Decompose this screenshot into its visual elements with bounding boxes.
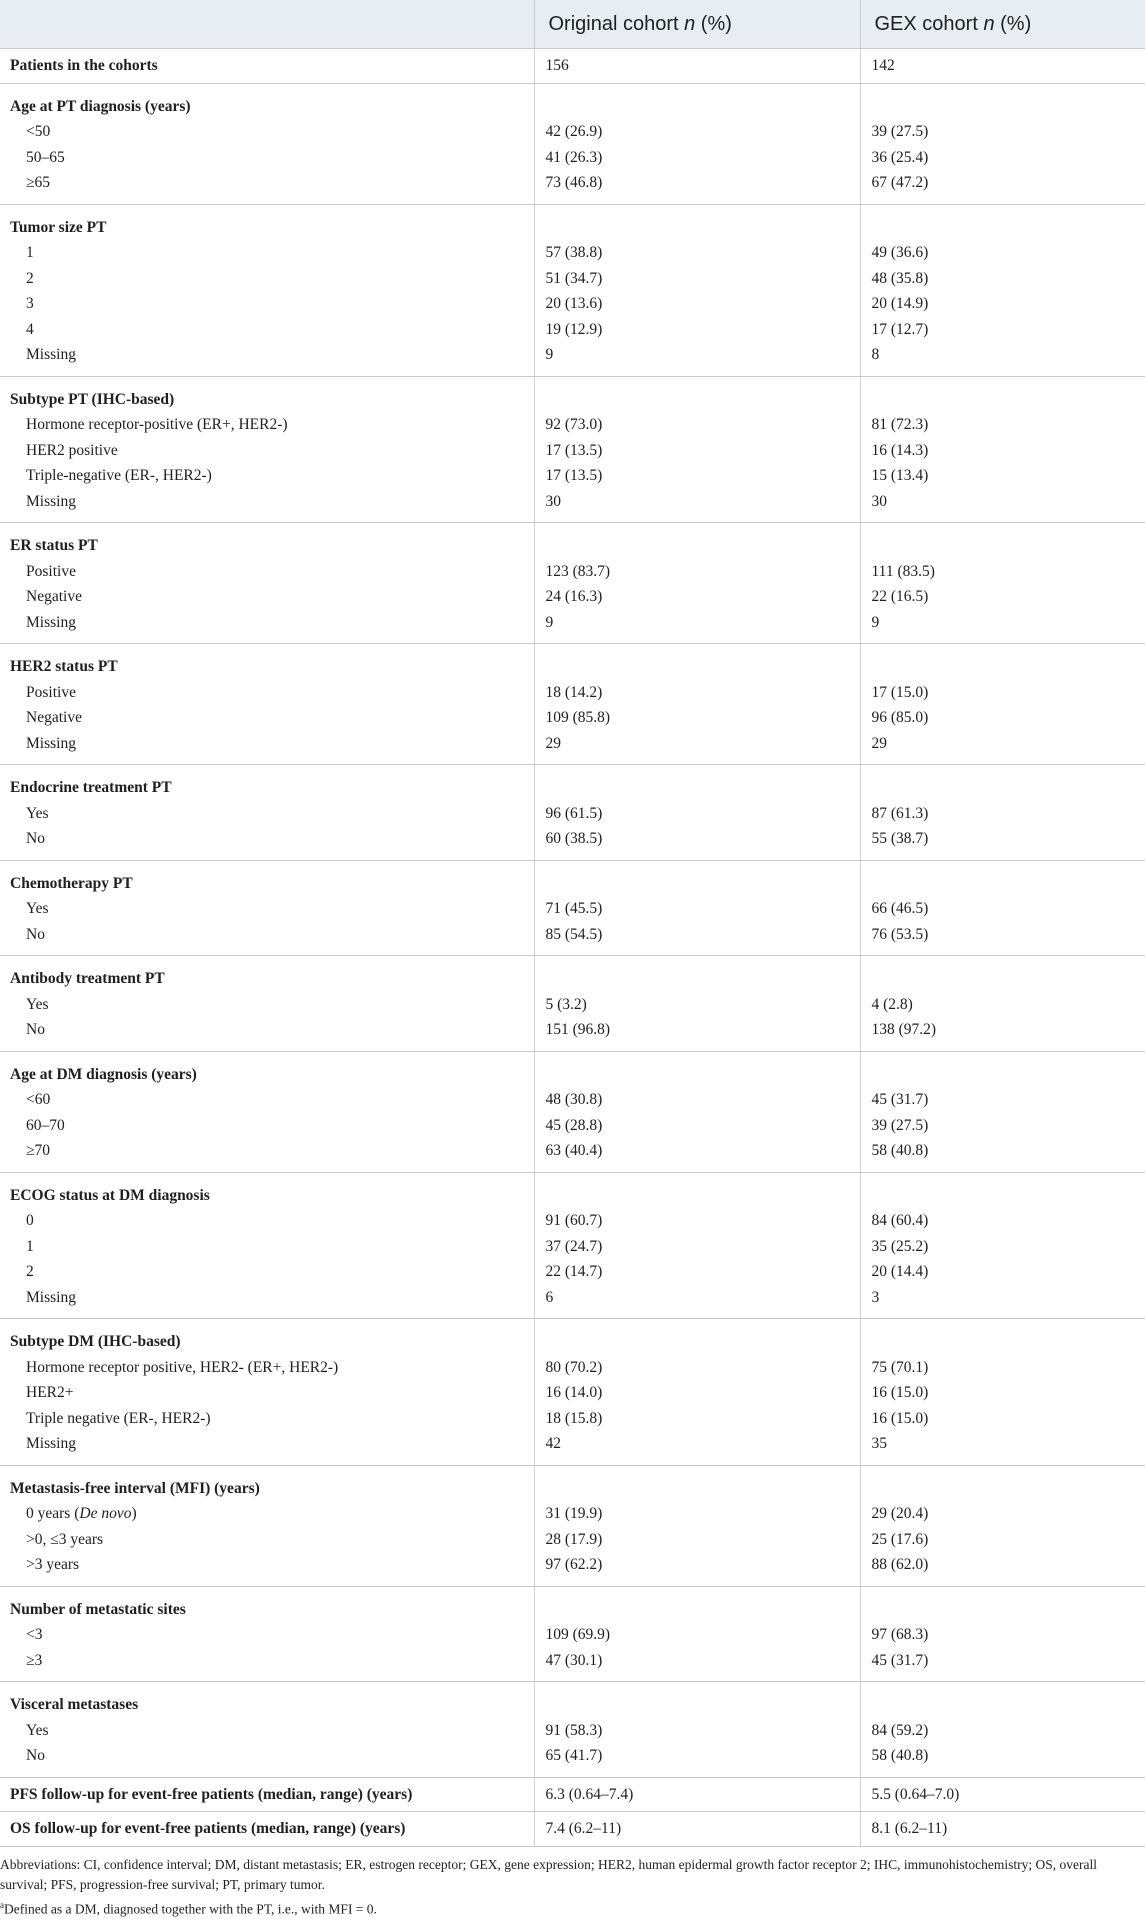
original-value: 57 (38.8)	[535, 240, 860, 266]
spacer	[535, 94, 860, 120]
gex-value: 66 (46.5)	[861, 896, 1145, 922]
gex-value: 16 (14.3)	[861, 438, 1145, 464]
row-label: 50–65	[0, 145, 534, 171]
table-row	[0, 376, 1145, 523]
gex-cohort-cell	[860, 765, 1145, 861]
gex-cohort-cell	[860, 204, 1145, 376]
original-value: 91 (58.3)	[535, 1718, 860, 1744]
row-label: 2	[0, 1259, 534, 1285]
table-row	[0, 860, 1145, 956]
group-heading: Age at DM diagnosis (years)	[0, 1062, 534, 1088]
group-heading: Patients in the cohorts	[0, 53, 534, 79]
original-value: 47 (30.1)	[535, 1648, 860, 1674]
gex-cohort-cell	[860, 49, 1145, 84]
gex-value: 96 (85.0)	[861, 705, 1145, 731]
original-value: 30	[535, 489, 860, 515]
spacer	[861, 215, 1145, 241]
row-label: HER2 positive	[0, 438, 534, 464]
original-value: 65 (41.7)	[535, 1743, 860, 1769]
spacer	[861, 871, 1145, 897]
original-value: 45 (28.8)	[535, 1113, 860, 1139]
row-label: No	[0, 1017, 534, 1043]
header-original-cohort: Original cohort n (%)	[534, 0, 860, 49]
original-value: 85 (54.5)	[535, 922, 860, 948]
gex-value: 5.5 (0.64–7.0)	[861, 1782, 1145, 1808]
original-value: 9	[535, 342, 860, 368]
spacer	[535, 1692, 860, 1718]
gex-value: 36 (25.4)	[861, 145, 1145, 171]
gex-value: 142	[861, 53, 1145, 79]
row-label-cell	[0, 1319, 534, 1466]
gex-value: 97 (68.3)	[861, 1622, 1145, 1648]
original-cohort-cell	[534, 1319, 860, 1466]
original-value: 41 (26.3)	[535, 145, 860, 171]
group-heading: HER2 status PT	[0, 654, 534, 680]
gex-cohort-cell	[860, 1586, 1145, 1682]
original-value: 7.4 (6.2–11)	[535, 1816, 860, 1842]
row-label: Yes	[0, 801, 534, 827]
row-label: Positive	[0, 559, 534, 585]
gex-value: 76 (53.5)	[861, 922, 1145, 948]
original-value: 18 (15.8)	[535, 1406, 860, 1432]
original-value: 6.3 (0.64–7.4)	[535, 1782, 860, 1808]
row-label: ≥3	[0, 1648, 534, 1674]
row-label-cell	[0, 1465, 534, 1586]
original-value: 17 (13.5)	[535, 463, 860, 489]
row-label: ≥65	[0, 170, 534, 196]
table-row	[0, 83, 1145, 204]
row-label-cell	[0, 83, 534, 204]
original-value: 20 (13.6)	[535, 291, 860, 317]
spacer	[861, 94, 1145, 120]
gex-value: 48 (35.8)	[861, 266, 1145, 292]
row-label: Missing	[0, 610, 534, 636]
table-row	[0, 1586, 1145, 1682]
gex-value: 30	[861, 489, 1145, 515]
footnote-a: $^a$Defined as a DM, diagnosed together with the PT, i.e., with MFI = 0.	[0, 1895, 1145, 1919]
gex-cohort-cell	[860, 376, 1145, 523]
spacer	[861, 654, 1145, 680]
row-label: Yes	[0, 1718, 534, 1744]
row-label: HER2+	[0, 1380, 534, 1406]
abbreviations-note: Abbreviations: CI, confidence interval; DM, distant metastasis; ER, estrogen receptor; GEX, gene expression; HER2, human epidermal growth factor receptor 2; IHC, immunohistochemistry; OS, overall survival; PFS, progression-free survival; PT, primary tumor.	[0, 1855, 1145, 1895]
original-value: 37 (24.7)	[535, 1234, 860, 1260]
gex-cohort-cell	[860, 1777, 1145, 1812]
original-value: 91 (60.7)	[535, 1208, 860, 1234]
row-label-cell	[0, 1586, 534, 1682]
gex-cohort-cell	[860, 1812, 1145, 1847]
row-label-cell	[0, 1682, 534, 1778]
original-cohort-cell	[534, 765, 860, 861]
original-value: 96 (61.5)	[535, 801, 860, 827]
gex-value: 138 (97.2)	[861, 1017, 1145, 1043]
original-value: 60 (38.5)	[535, 826, 860, 852]
table-row	[0, 204, 1145, 376]
original-cohort-cell	[534, 1812, 860, 1847]
gex-value: 84 (59.2)	[861, 1718, 1145, 1744]
group-heading: ER status PT	[0, 533, 534, 559]
row-label: Missing	[0, 1431, 534, 1457]
original-value: 24 (16.3)	[535, 584, 860, 610]
spacer	[861, 533, 1145, 559]
gex-value: 87 (61.3)	[861, 801, 1145, 827]
row-label-cell	[0, 644, 534, 765]
original-cohort-cell	[534, 204, 860, 376]
gex-value: 16 (15.0)	[861, 1380, 1145, 1406]
spacer	[861, 1183, 1145, 1209]
gex-value: 111 (83.5)	[861, 559, 1145, 585]
group-heading: PFS follow-up for event-free patients (median, range) (years)	[0, 1782, 534, 1808]
spacer	[861, 775, 1145, 801]
original-cohort-cell	[534, 49, 860, 84]
row-label: <3	[0, 1622, 534, 1648]
row-label: ≥70	[0, 1138, 534, 1164]
row-label: Positive	[0, 680, 534, 706]
gex-value: 17 (15.0)	[861, 680, 1145, 706]
gex-value: 29 (20.4)	[861, 1501, 1145, 1527]
original-value: 22 (14.7)	[535, 1259, 860, 1285]
row-label: Missing	[0, 731, 534, 757]
gex-cohort-cell	[860, 956, 1145, 1052]
row-label: 0	[0, 1208, 534, 1234]
spacer	[535, 1062, 860, 1088]
gex-cohort-cell	[860, 83, 1145, 204]
spacer	[535, 387, 860, 413]
row-label: 0 years (De novo)	[0, 1501, 534, 1527]
gex-value: 16 (15.0)	[861, 1406, 1145, 1432]
gex-cohort-cell	[860, 1682, 1145, 1778]
row-label: Hormone receptor positive, HER2- (ER+, HER2-)	[0, 1355, 534, 1381]
row-label: 4	[0, 317, 534, 343]
table-footnotes	[0, 1847, 1145, 1919]
row-label-cell	[0, 1172, 534, 1319]
row-label: Missing	[0, 342, 534, 368]
spacer	[535, 966, 860, 992]
original-cohort-cell	[534, 83, 860, 204]
original-cohort-cell	[534, 1051, 860, 1172]
gex-value: 15 (13.4)	[861, 463, 1145, 489]
original-value: 80 (70.2)	[535, 1355, 860, 1381]
row-label-cell	[0, 49, 534, 84]
spacer	[535, 871, 860, 897]
original-value: 42	[535, 1431, 860, 1457]
header-characteristic	[0, 0, 534, 49]
row-label: Missing	[0, 1285, 534, 1311]
original-value: 63 (40.4)	[535, 1138, 860, 1164]
original-cohort-cell	[534, 1682, 860, 1778]
table-row	[0, 644, 1145, 765]
original-cohort-cell	[534, 956, 860, 1052]
row-label-cell	[0, 523, 534, 644]
original-value: 51 (34.7)	[535, 266, 860, 292]
table-row	[0, 523, 1145, 644]
gex-cohort-cell	[860, 1051, 1145, 1172]
table-row	[0, 1682, 1145, 1778]
spacer	[535, 1476, 860, 1502]
row-label-cell	[0, 956, 534, 1052]
original-value: 17 (13.5)	[535, 438, 860, 464]
gex-value: 67 (47.2)	[861, 170, 1145, 196]
gex-value: 4 (2.8)	[861, 992, 1145, 1018]
row-label: No	[0, 922, 534, 948]
table-row	[0, 1319, 1145, 1466]
table-row	[0, 765, 1145, 861]
gex-value: 39 (27.5)	[861, 1113, 1145, 1139]
spacer	[535, 533, 860, 559]
row-label: Triple negative (ER-, HER2-)	[0, 1406, 534, 1432]
gex-cohort-cell	[860, 1172, 1145, 1319]
gex-cohort-cell	[860, 1465, 1145, 1586]
group-heading: Subtype PT (IHC-based)	[0, 387, 534, 413]
group-heading: Age at PT diagnosis (years)	[0, 94, 534, 120]
gex-cohort-cell	[860, 860, 1145, 956]
table-row	[0, 1812, 1145, 1847]
spacer	[861, 387, 1145, 413]
row-label: 2	[0, 266, 534, 292]
original-value: 97 (62.2)	[535, 1552, 860, 1578]
row-label: <50	[0, 119, 534, 145]
row-label: 60–70	[0, 1113, 534, 1139]
row-label: Yes	[0, 896, 534, 922]
original-value: 19 (12.9)	[535, 317, 860, 343]
original-cohort-cell	[534, 1465, 860, 1586]
table-row	[0, 956, 1145, 1052]
table-row	[0, 49, 1145, 84]
group-heading: ECOG status at DM diagnosis	[0, 1183, 534, 1209]
gex-value: 39 (27.5)	[861, 119, 1145, 145]
gex-value: 29	[861, 731, 1145, 757]
row-label: >3 years	[0, 1552, 534, 1578]
group-heading: Number of metastatic sites	[0, 1597, 534, 1623]
gex-value: 88 (62.0)	[861, 1552, 1145, 1578]
spacer	[535, 1597, 860, 1623]
original-value: 18 (14.2)	[535, 680, 860, 706]
row-label-cell	[0, 204, 534, 376]
table-header	[0, 0, 1145, 49]
row-label: 3	[0, 291, 534, 317]
group-heading: OS follow-up for event-free patients (median, range) (years)	[0, 1816, 534, 1842]
original-value: 109 (69.9)	[535, 1622, 860, 1648]
original-value: 109 (85.8)	[535, 705, 860, 731]
gex-value: 20 (14.4)	[861, 1259, 1145, 1285]
row-label: Yes	[0, 992, 534, 1018]
original-value: 9	[535, 610, 860, 636]
spacer	[535, 1183, 860, 1209]
row-label: Negative	[0, 584, 534, 610]
spacer	[861, 966, 1145, 992]
spacer	[535, 215, 860, 241]
original-cohort-cell	[534, 523, 860, 644]
gex-value: 9	[861, 610, 1145, 636]
group-heading: Metastasis-free interval (MFI) (years)	[0, 1476, 534, 1502]
original-value: 5 (3.2)	[535, 992, 860, 1018]
spacer	[535, 1329, 860, 1355]
row-label: Negative	[0, 705, 534, 731]
original-value: 151 (96.8)	[535, 1017, 860, 1043]
group-heading: Endocrine treatment PT	[0, 775, 534, 801]
gex-value: 35	[861, 1431, 1145, 1457]
original-value: 28 (17.9)	[535, 1527, 860, 1553]
row-label: <60	[0, 1087, 534, 1113]
original-value: 71 (45.5)	[535, 896, 860, 922]
row-label: 1	[0, 240, 534, 266]
original-cohort-cell	[534, 376, 860, 523]
gex-value: 84 (60.4)	[861, 1208, 1145, 1234]
gex-cohort-cell	[860, 644, 1145, 765]
gex-value: 22 (16.5)	[861, 584, 1145, 610]
original-cohort-cell	[534, 1586, 860, 1682]
gex-value: 8	[861, 342, 1145, 368]
row-label-cell	[0, 1812, 534, 1847]
row-label-cell	[0, 1051, 534, 1172]
row-label: 1	[0, 1234, 534, 1260]
gex-value: 58 (40.8)	[861, 1138, 1145, 1164]
group-heading: Subtype DM (IHC-based)	[0, 1329, 534, 1355]
gex-value: 45 (31.7)	[861, 1648, 1145, 1674]
gex-value: 75 (70.1)	[861, 1355, 1145, 1381]
gex-value: 45 (31.7)	[861, 1087, 1145, 1113]
original-cohort-cell	[534, 1777, 860, 1812]
row-label: Missing	[0, 489, 534, 515]
table-body	[0, 49, 1145, 1847]
row-label: Triple-negative (ER-, HER2-)	[0, 463, 534, 489]
original-value: 48 (30.8)	[535, 1087, 860, 1113]
original-value: 29	[535, 731, 860, 757]
table-row	[0, 1172, 1145, 1319]
original-value: 92 (73.0)	[535, 412, 860, 438]
gex-value: 35 (25.2)	[861, 1234, 1145, 1260]
header-gex-cohort: GEX cohort n (%)	[860, 0, 1145, 49]
original-value: 16 (14.0)	[535, 1380, 860, 1406]
table-row	[0, 1465, 1145, 1586]
gex-value: 17 (12.7)	[861, 317, 1145, 343]
original-cohort-cell	[534, 1172, 860, 1319]
original-value: 42 (26.9)	[535, 119, 860, 145]
row-label-cell	[0, 765, 534, 861]
gex-value: 3	[861, 1285, 1145, 1311]
original-value: 156	[535, 53, 860, 79]
original-value: 73 (46.8)	[535, 170, 860, 196]
group-heading: Visceral metastases	[0, 1692, 534, 1718]
spacer	[861, 1062, 1145, 1088]
row-label: >0, ≤3 years	[0, 1527, 534, 1553]
row-label: No	[0, 1743, 534, 1769]
gex-value: 8.1 (6.2–11)	[861, 1816, 1145, 1842]
original-value: 123 (83.7)	[535, 559, 860, 585]
gex-value: 49 (36.6)	[861, 240, 1145, 266]
spacer	[861, 1692, 1145, 1718]
table-row	[0, 1777, 1145, 1812]
table-row	[0, 1051, 1145, 1172]
group-heading: Tumor size PT	[0, 215, 534, 241]
spacer	[861, 1329, 1145, 1355]
original-cohort-cell	[534, 644, 860, 765]
row-label: Hormone receptor-positive (ER+, HER2-)	[0, 412, 534, 438]
original-value: 31 (19.9)	[535, 1501, 860, 1527]
gex-value: 20 (14.9)	[861, 291, 1145, 317]
group-heading: Antibody treatment PT	[0, 966, 534, 992]
group-heading: Chemotherapy PT	[0, 871, 534, 897]
spacer	[535, 775, 860, 801]
gex-value: 81 (72.3)	[861, 412, 1145, 438]
original-cohort-cell	[534, 860, 860, 956]
row-label-cell	[0, 1777, 534, 1812]
gex-cohort-cell	[860, 1319, 1145, 1466]
spacer	[861, 1476, 1145, 1502]
gex-value: 55 (38.7)	[861, 826, 1145, 852]
row-label: No	[0, 826, 534, 852]
original-value: 6	[535, 1285, 860, 1311]
spacer	[861, 1597, 1145, 1623]
spacer	[535, 654, 860, 680]
row-label-cell	[0, 860, 534, 956]
row-label-cell	[0, 376, 534, 523]
gex-value: 25 (17.6)	[861, 1527, 1145, 1553]
gex-value: 58 (40.8)	[861, 1743, 1145, 1769]
gex-cohort-cell	[860, 523, 1145, 644]
